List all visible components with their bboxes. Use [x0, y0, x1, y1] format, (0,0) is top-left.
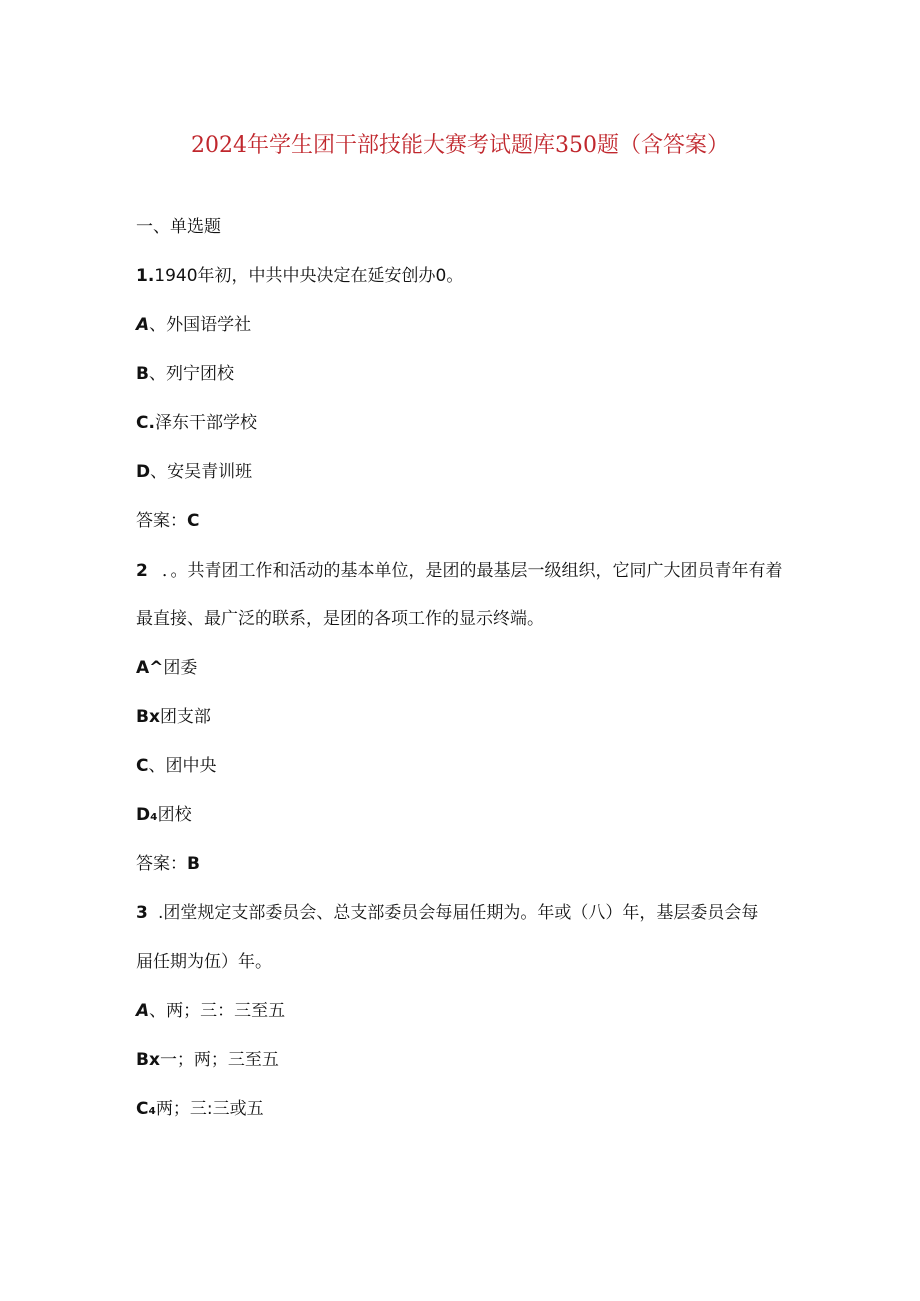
option-text: 团中央 — [165, 756, 217, 776]
question-number: 1. — [136, 266, 155, 286]
question-3-line-1 — [136, 902, 758, 924]
section-heading: 一、单选题 — [136, 217, 221, 237]
option-separator: ₄ — [148, 1099, 156, 1119]
option-separator: 、 — [148, 756, 166, 776]
option-separator: . — [148, 413, 155, 433]
option-letter: C — [136, 756, 149, 776]
option-separator: x — [148, 707, 160, 727]
question-number: 3 — [136, 903, 148, 923]
document-title: 2024年学生团干部技能大赛考试题库350题（含答案） — [191, 133, 729, 158]
q2-option-c — [136, 755, 216, 777]
option-text: 外国语学社 — [166, 315, 252, 335]
option-text: 列宁团校 — [165, 364, 234, 384]
q1-option-d — [136, 461, 252, 483]
option-letter: A — [136, 1001, 150, 1021]
answer-label: 答案： — [136, 854, 187, 874]
answer-value: C — [187, 511, 200, 531]
answer-value: B — [187, 854, 200, 874]
option-separator: 、 — [149, 315, 167, 335]
q3-option-b — [136, 1049, 279, 1071]
question-3-line-2: 届任期为伍）年。 — [136, 952, 272, 972]
option-letter: A — [136, 658, 150, 678]
question-2-line-2: 最直接、最广泛的联系，是团的各项工作的显示终端。 — [136, 609, 544, 629]
question-stem: 1940年初，中共中央决定在延安创办0。 — [154, 266, 464, 286]
question-stem: ．。共青团工作和活动的基本单位，是团的最基层一级组织，它同广大团员青年有着 — [162, 561, 783, 581]
option-separator: 、 — [150, 462, 168, 482]
q2-option-b — [136, 706, 211, 728]
option-separator: x — [148, 1050, 160, 1070]
q3-option-c — [136, 1098, 264, 1120]
option-letter: B — [136, 707, 149, 727]
option-text: 两；三:三或五 — [155, 1099, 264, 1119]
q2-option-d — [136, 804, 192, 826]
q1-option-a — [136, 314, 251, 336]
question-number: 2 — [136, 561, 148, 581]
q1-option-c — [136, 412, 257, 434]
option-letter: C — [136, 1099, 149, 1119]
question-1 — [136, 265, 463, 287]
option-text: 一；两；三至五 — [159, 1050, 279, 1070]
option-text: 安吴青训班 — [167, 462, 253, 482]
option-separator: 、 — [149, 1001, 167, 1021]
option-letter: B — [136, 364, 149, 384]
option-letter: D — [136, 805, 151, 825]
answer-label: 答案： — [136, 511, 187, 531]
q2-option-a — [136, 657, 197, 679]
option-text: 团支部 — [159, 707, 211, 727]
option-letter: C — [136, 413, 149, 433]
option-separator: ^ — [149, 658, 164, 678]
question-2-line-1 — [136, 560, 783, 582]
option-separator: ₄ — [150, 805, 158, 825]
option-letter: D — [136, 462, 151, 482]
question-stem: .团堂规定支部委员会、总支部委员会每届任期为。年或（八）年，基层委员会每 — [158, 903, 759, 923]
q2-answer — [136, 853, 200, 875]
option-letter: A — [136, 315, 150, 335]
q3-option-a — [136, 1000, 285, 1022]
option-text: 团委 — [163, 658, 198, 678]
option-text: 泽东干部学校 — [154, 413, 257, 433]
q1-option-b — [136, 363, 234, 385]
option-text: 两；三：三至五 — [166, 1001, 286, 1021]
option-separator: 、 — [148, 364, 166, 384]
option-letter: B — [136, 1050, 149, 1070]
option-text: 团校 — [157, 805, 192, 825]
q1-answer — [136, 510, 199, 532]
